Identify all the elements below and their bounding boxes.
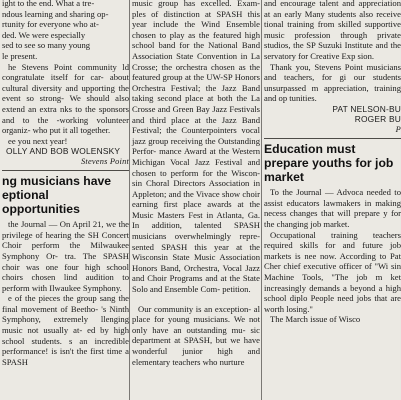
article-separator	[264, 138, 401, 139]
letter-paragraph: and encourage talent and appreciation at an early Many students also receive tional training from skilled supportive music profession through private studios, the SP Suzuki Institute and the servatory for Creative Exp sion.	[264, 0, 401, 61]
paragraph-gap	[132, 295, 260, 304]
letter-signature: ROGER BU	[354, 114, 401, 125]
letter-paragraph: To the Journal — Advoca needed to assist educators lawmakers in making necess changes that will prepare y for the changing job market.	[264, 187, 401, 229]
letter-paragraph: Occupational training teachers required skills for and future job markets is nee now. According to Pat Cher chief executive officer of "Wi sin Machine Tools, "The job m ket increasingly demands a beyond a high school diplo People need jobs that are worth losing."	[264, 229, 401, 314]
text-line: ndous learning and sharing op-	[2, 8, 109, 19]
letter-paragraph: he Stevens Point community ld congratulate itself for car- about cultural diversity and upporting the event so strong- We should also extend an extra nks to the sponsors and to the -working volunteer organiz- who put it all together.	[2, 61, 129, 136]
article-separator	[2, 170, 129, 171]
column-right	[263, 0, 401, 400]
letter-location: Stevens Point	[81, 156, 129, 166]
letter-paragraph: Our community is an exception- al place for young musicians. We not only have an outstanding mu- sic department at SPASH, but we have wonderful junior high and elementary teachers who nurture	[132, 303, 260, 367]
letter-signature: OLLY AND BOB WOLENSKY	[6, 146, 121, 157]
letter-signature: PAT NELSON-BU	[332, 103, 401, 114]
letter-location: P	[395, 124, 401, 134]
letter-text	[2, 0, 129, 62]
letter-paragraph: e of the pieces the group sang the final movement of Beetho- 's Ninth Symphony, extremely llenging music not usually at- ed by high school students. s an incredible performance! is isn't the first time a SPASH	[2, 293, 129, 367]
column-rule	[261, 0, 262, 400]
column-middle	[131, 0, 261, 400]
column-left	[0, 0, 130, 400]
letter-paragraph: the Journal — On April 21, we the privilege of hearing the SH Concert Choir perform the Milwaukee Symphony Or- tra. The SPASH choir was one four high school choirs chosen lind audition to perform with Ilwaukee Symphony.	[2, 219, 129, 293]
letter-paragraph: The March issue of Wisco	[270, 314, 361, 325]
text-line: ight to the end. What a tre-	[2, 0, 95, 8]
letter-paragraph: Thank you, Stevens Point musicians and teachers, for gi our students unsurpassed m appreciation, training and op tunities.	[264, 61, 401, 104]
text-line: ded. We were especially	[2, 29, 86, 40]
letter-paragraph: music group has excelled. Exam- ples of distinction at SPASH this year include the Wind Ensemble chosen to play as the featured high school band for the National Band Association State Convention in La Crosse; the orchestra chosen as the featured group at the UW-SP Honors Orchestra Festival; the Jazz Band taking second place at both the La Crosse and Green Bay Jazz Festivals and third place at the Jazz Band Festival; the Counterpointers vocal jazz group receiving the Outstanding Perfor- mance Award at the Western Michigan Vocal Jazz Festival and chosen to perform for the Wiscon- sin Choral Directors Association in Appleton; and the Vivace show choir earning first place awards at the Music Masters Fest in Atlanta, Ga. In addition, talented SPASH musicians overwhelmingly repre- sented SPASH this year at the Wisconsin State Music Association Honors Band, Orchestra, Vocal Jazz and Choir Programs and at the State Solo and Ensemble Com- petition.	[132, 0, 260, 295]
letter-headline: ng musicians have eptional opportunities	[2, 174, 112, 217]
text-line: sed to see so many young	[2, 40, 91, 51]
text-line: le present.	[2, 50, 38, 61]
letter-headline: Education must prepare youths for job market	[264, 142, 394, 185]
text-line: rtunity for everyone who at-	[2, 19, 99, 30]
letter-paragraph: ee you next year!	[8, 135, 68, 146]
